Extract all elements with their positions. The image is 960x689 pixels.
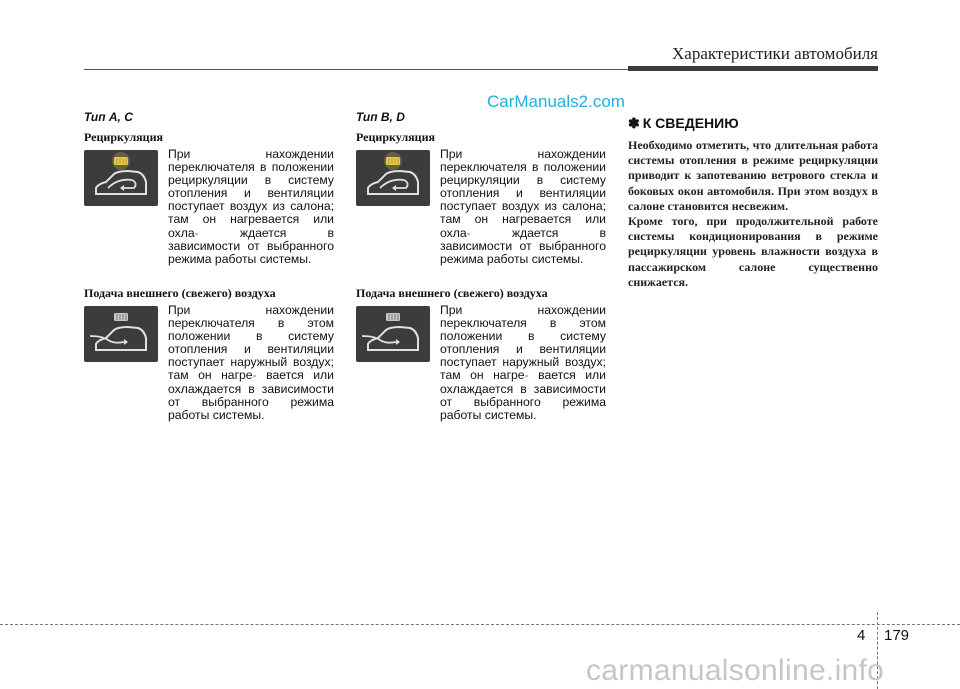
watermark-carmanuals2[interactable]: CarManuals2.com: [487, 92, 625, 111]
type-label: Тип A, C: [84, 110, 133, 124]
header-rule: [84, 69, 628, 70]
running-header: Характеристики автомобиля: [672, 44, 878, 63]
recirculation-switch-image: [84, 150, 158, 206]
soft-hyphen: -: [252, 368, 257, 383]
type-label: Тип B, D: [356, 110, 405, 124]
soft-hyphen: -: [466, 225, 471, 240]
recirculation-text-cont: ждается в зависимости от выбранного режима работы системы.: [440, 225, 606, 266]
watermark-carmanualsonline[interactable]: carmanualsonline.info: [586, 654, 885, 687]
entry-fresh-air: [84, 286, 334, 432]
fresh-air-text-cont: вается или охлаждается в зависимости от выбранного режима работы системы.: [168, 368, 334, 422]
note-heading-text: К СВЕДЕНИЮ: [642, 115, 739, 131]
column-type-b-d: [356, 110, 606, 432]
recirculation-text: [440, 148, 606, 266]
chapter-number: 4: [857, 627, 866, 644]
note-paragraph: Кроме того, при продолжительной работе системы кондиционирования в режиме рециркуляции уровень влажности воздуха в пассажирском салоне существенно снижается.: [628, 214, 878, 289]
recirculation-heading: Рециркуляция: [356, 130, 435, 144]
entry-recirculation: [356, 130, 606, 276]
entry-fresh-air: [356, 286, 606, 432]
fresh-air-car-icon: [356, 306, 430, 362]
recirculation-switch-image: [356, 150, 430, 206]
fresh-air-heading: Подача внешнего (свежего) воздуха: [84, 286, 276, 300]
recirculation-car-icon: [84, 150, 158, 206]
note-paragraph: Необходимо отметить, что длительная работа системы отопления в режиме рециркуляции приводит к запотеванию ветрового стекла и боковых окон автомобиля. При этом воздух в салоне становится несвежим.: [628, 138, 878, 213]
fresh-air-car-icon: [84, 306, 158, 362]
column-type-a-c: [84, 110, 334, 432]
fresh-air-heading: Подача внешнего (свежего) воздуха: [356, 286, 548, 300]
soft-hyphen: -: [194, 225, 199, 240]
recirculation-text-cont: ждается в зависимости от выбранного режима работы системы.: [168, 225, 334, 266]
asterisk-icon: ✽: [628, 115, 640, 131]
fresh-air-text-part: При нахождении переключателя в этом положении в систему отопления и вентиляции поступает наружный воздух; там он нагре: [440, 303, 606, 383]
recirculation-text-part: При нахождении переключателя в положении рециркуляции в систему отопления и вентиляции поступает воздух из салона; там он нагревается или охла: [440, 147, 606, 240]
footer-rule: [0, 624, 960, 625]
fresh-air-text: [440, 304, 606, 422]
fresh-air-switch-image: [356, 306, 430, 362]
header-rule-bar: [628, 66, 878, 71]
recirculation-text-part: При нахождении переключателя в положении рециркуляции в систему отопления и вентиляции поступает воздух из салона; там он нагревается или охла: [168, 147, 334, 240]
note-heading: [628, 114, 878, 132]
fresh-air-switch-image: [84, 306, 158, 362]
page-number: 179: [884, 627, 910, 644]
fresh-air-text-part: При нахождении переключателя в этом положении в систему отопления и вентиляции поступает наружный воздух; там он нагре: [168, 303, 334, 383]
recirculation-heading: Рециркуляция: [84, 130, 163, 144]
fresh-air-text: [168, 304, 334, 422]
entry-recirculation: [84, 130, 334, 276]
note-column: [628, 110, 878, 290]
fresh-air-text-cont: вается или охлаждается в зависимости от выбранного режима работы системы.: [440, 368, 606, 422]
recirculation-car-icon: [356, 150, 430, 206]
soft-hyphen: -: [524, 368, 529, 383]
recirculation-text: [168, 148, 334, 266]
